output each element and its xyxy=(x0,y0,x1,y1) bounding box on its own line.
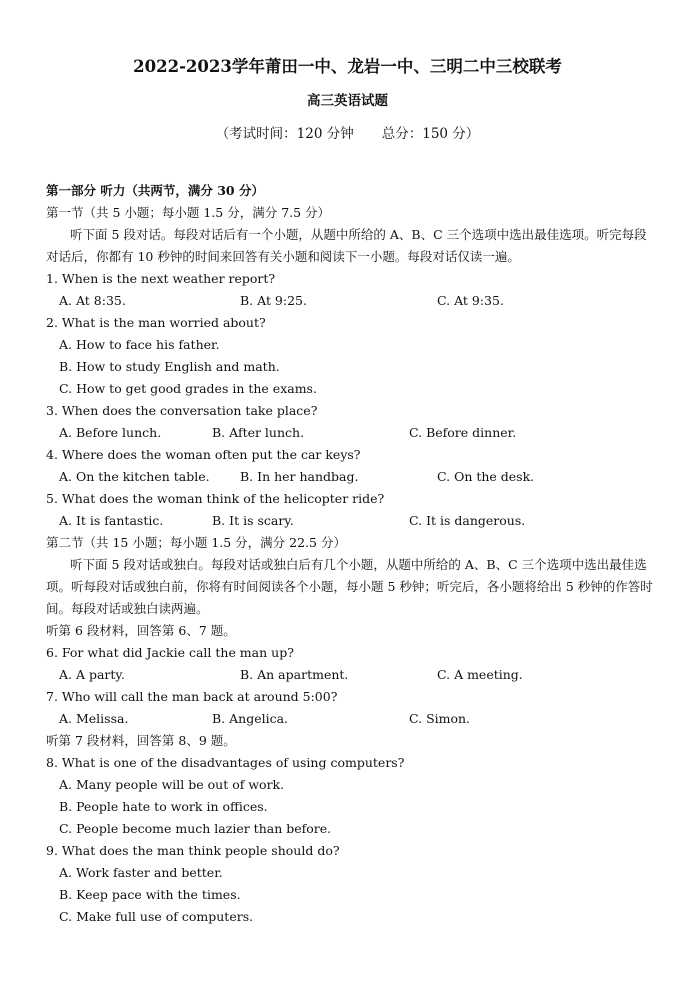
option-a: A. On the kitchen table. xyxy=(59,469,210,484)
question-9: 9. What does the man think people should do? xyxy=(46,843,340,858)
option-b: B. People hate to work in offices. xyxy=(59,799,268,814)
section2-heading: 第二节（共 15 小题；每小题 1.5 分，满分 22.5 分） xyxy=(46,535,346,550)
material-6-note: 听第 6 段材料，回答第 6、7 题。 xyxy=(46,623,236,638)
section1-heading: 第一节（共 5 小题；每小题 1.5 分，满分 7.5 分） xyxy=(46,205,331,220)
option-b: B. It is scary. xyxy=(212,513,294,528)
option-a: A. Before lunch. xyxy=(59,425,162,440)
option-c: C. At 9:35. xyxy=(437,293,504,308)
option-b: B. After lunch. xyxy=(212,425,305,440)
options-3 xyxy=(46,422,656,444)
material-7-note: 听第 7 段材料，回答第 8、9 题。 xyxy=(46,733,236,748)
option-a: A. Melissa. xyxy=(59,711,129,726)
option-c: C. It is dangerous. xyxy=(409,513,526,528)
section2-instructions: 听下面 5 段对话或独白。每段对话或独白后有几个小题，从题中所给的 A、B、C 三个选项中选出最佳选项。听每段对话或独白前，你将有时间阅读各个小题，每小题 5 秒钟；听完后，各小题将给出 5 秒钟的作答时间。每段对话或独白读两遍。 xyxy=(46,557,653,616)
option-c: C. Simon. xyxy=(409,711,471,726)
option-c: C. On the desk. xyxy=(437,469,535,484)
option-a: A. A party. xyxy=(59,667,125,682)
option-b: B. At 9:25. xyxy=(240,293,307,308)
question-6: 6. For what did Jackie call the man up? xyxy=(46,645,294,660)
option-c: C. A meeting. xyxy=(437,667,523,682)
option-c: C. How to get good grades in the exams. xyxy=(59,381,317,396)
option-a: A. How to face his father. xyxy=(59,337,220,352)
exam-meta xyxy=(0,122,695,146)
option-b: B. An apartment. xyxy=(240,667,349,682)
option-b: B. Angelica. xyxy=(212,711,289,726)
question-2: 2. What is the man worried about? xyxy=(46,315,266,330)
option-c: C. People become much lazier than before. xyxy=(59,821,332,836)
question-7: 7. Who will call the man back at around 5:00? xyxy=(46,689,338,704)
option-a: A. It is fantastic. xyxy=(59,513,164,528)
option-c: C. Before dinner. xyxy=(409,425,517,440)
question-4: 4. Where does the woman often put the car keys? xyxy=(46,447,361,462)
option-a: A. Many people will be out of work. xyxy=(59,777,285,792)
exam-score: 总分：150 分） xyxy=(381,126,480,142)
options-4 xyxy=(46,466,656,488)
exam-body xyxy=(46,180,656,928)
question-3: 3. When does the conversation take place? xyxy=(46,403,318,418)
options-1 xyxy=(46,290,656,312)
option-b: B. How to study English and math. xyxy=(59,359,280,374)
question-5: 5. What does the woman think of the helicopter ride? xyxy=(46,491,385,506)
option-b: B. Keep pace with the times. xyxy=(59,887,241,902)
option-a: A. At 8:35. xyxy=(59,293,126,308)
section1-instructions: 听下面 5 段对话。每段对话后有一个小题，从题中所给的 A、B、C 三个选项中选出最佳选项。听完每段对话后，你都有 10 秒钟的时间来回答有关小题和阅读下一小题。每段对话仅读一遍。 xyxy=(46,227,647,264)
exam-subtitle: 高三英语试题 xyxy=(307,93,388,109)
options-7 xyxy=(46,708,656,730)
options-6 xyxy=(46,664,656,686)
question-8: 8. What is one of the disadvantages of using computers? xyxy=(46,755,405,770)
option-c: C. Make full use of computers. xyxy=(59,909,254,924)
part1-heading: 第一部分 听力（共两节，满分 30 分） xyxy=(46,183,264,198)
exam-time: （考试时间：120 分钟 xyxy=(215,126,354,142)
question-1: 1. When is the next weather report? xyxy=(46,271,276,286)
exam-title: 2022-2023学年莆田一中、龙岩一中、三明二中三校联考 xyxy=(133,57,562,76)
options-5 xyxy=(46,510,656,532)
option-b: B. In her handbag. xyxy=(240,469,359,484)
option-a: A. Work faster and better. xyxy=(59,865,223,880)
